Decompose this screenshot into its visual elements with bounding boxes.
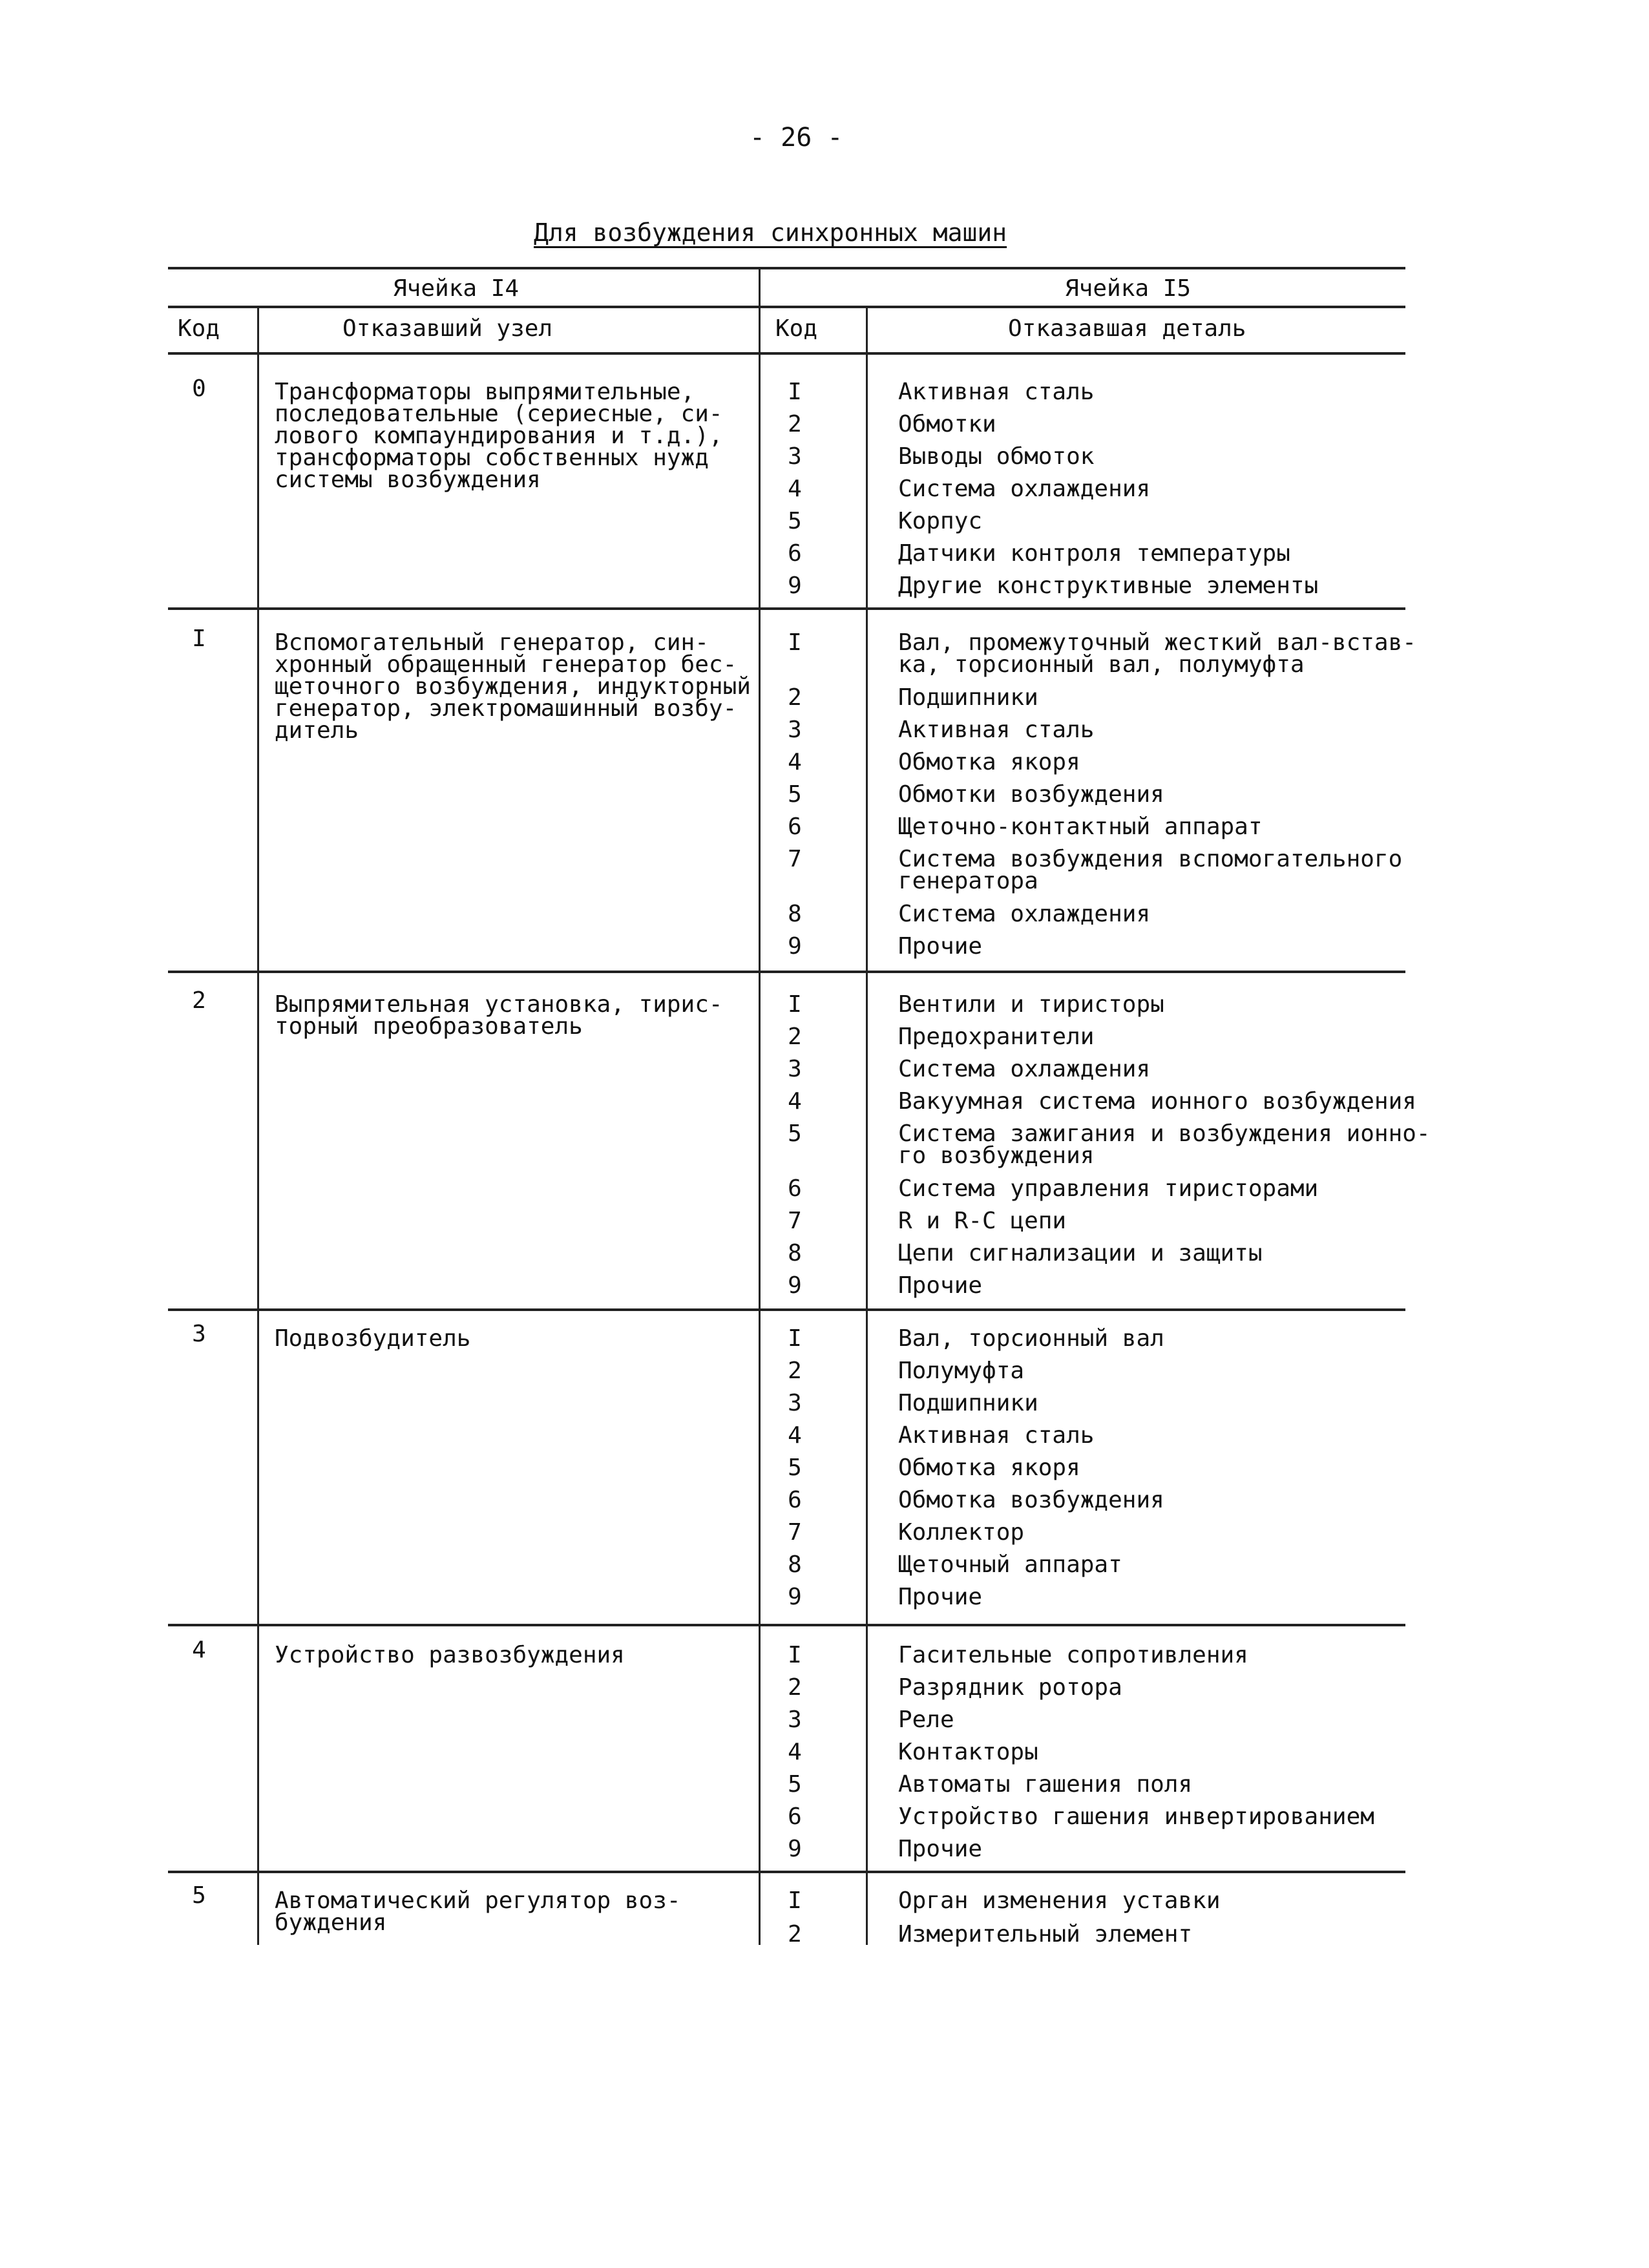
code-right-header: Код xyxy=(775,315,818,342)
part-name: Прочие xyxy=(898,1584,983,1610)
part-name: Подшипники xyxy=(898,684,1038,711)
part-code: 2 xyxy=(788,1674,802,1701)
part-name: Вентили и тиристоры xyxy=(898,991,1164,1018)
part-code: 4 xyxy=(788,476,802,502)
header-mid-rule xyxy=(168,306,1405,308)
part-name: Прочие xyxy=(898,1272,983,1299)
part-name: Система охлаждения xyxy=(898,901,1151,927)
cell-left-header: Ячейка I4 xyxy=(393,275,520,302)
group-separator xyxy=(168,1871,1405,1873)
part-code: 9 xyxy=(788,933,802,960)
group-code: I xyxy=(192,625,206,652)
group-separator xyxy=(168,971,1405,973)
part-name: Система охлаждения xyxy=(898,1056,1151,1082)
part-code: 2 xyxy=(788,411,802,437)
part-code: 4 xyxy=(788,749,802,775)
part-code: 2 xyxy=(788,1358,802,1384)
part-code: 8 xyxy=(788,1240,802,1266)
part-name: Цепи сигнализации и защиты xyxy=(898,1240,1263,1266)
part-code: 8 xyxy=(788,901,802,927)
part-header: Отказавшая деталь xyxy=(1008,315,1246,342)
part-name: Реле xyxy=(898,1706,954,1733)
part-name: Система возбуждения вспомогательного генератора xyxy=(898,846,1403,894)
part-code: 9 xyxy=(788,1584,802,1610)
part-name: Полумуфта xyxy=(898,1358,1025,1384)
group-code: 3 xyxy=(192,1321,206,1347)
part-code: 5 xyxy=(788,781,802,808)
table-caption: Для возбуждения синхронных машин xyxy=(534,218,1007,247)
part-code: 4 xyxy=(788,1739,802,1765)
part-name: Вал, торсионный вал xyxy=(898,1325,1164,1352)
part-code: 4 xyxy=(788,1088,802,1115)
part-code: 6 xyxy=(788,814,802,840)
part-name: Обмотка возбуждения xyxy=(898,1487,1164,1513)
part-name: Другие конструктивные элементы xyxy=(898,572,1319,599)
part-code: 6 xyxy=(788,540,802,567)
part-name: Система управления тиристорами xyxy=(898,1175,1319,1202)
group-code: 4 xyxy=(192,1637,206,1663)
part-name: Вакуумная система ионного возбуждения xyxy=(898,1088,1416,1115)
group-separator xyxy=(168,1624,1405,1626)
part-code: I xyxy=(788,629,802,656)
part-name: Гасительные сопротивления xyxy=(898,1642,1248,1668)
part-name: Обмотка якоря xyxy=(898,1454,1080,1481)
part-code: 8 xyxy=(788,1551,802,1578)
part-name: Система охлаждения xyxy=(898,476,1151,502)
part-name: Разрядник ротора xyxy=(898,1674,1122,1701)
part-name: Коллектор xyxy=(898,1519,1025,1546)
part-name: Активная сталь xyxy=(898,717,1095,743)
part-name: Предохранители xyxy=(898,1024,1095,1050)
part-name: Корпус xyxy=(898,508,983,534)
part-code: 2 xyxy=(788,1024,802,1050)
part-code: 9 xyxy=(788,1272,802,1299)
group-separator xyxy=(168,1308,1405,1311)
part-code: 7 xyxy=(788,1519,802,1546)
header-top-rule xyxy=(168,267,1405,269)
part-name: Прочие xyxy=(898,1836,983,1862)
part-name: Прочие xyxy=(898,933,983,960)
page-number: - 26 - xyxy=(750,123,843,152)
part-name: R и R-C цепи xyxy=(898,1208,1067,1234)
part-code: 5 xyxy=(788,508,802,534)
divider-cells xyxy=(759,267,761,1945)
part-name: Щеточно-контактный аппарат xyxy=(898,814,1263,840)
group-code: 2 xyxy=(192,987,206,1014)
part-code: 3 xyxy=(788,1390,802,1416)
part-code: I xyxy=(788,1642,802,1668)
part-name: Обмотка якоря xyxy=(898,749,1080,775)
part-code: 3 xyxy=(788,443,802,470)
divider-code-unit xyxy=(257,307,259,1945)
part-name: Автоматы гашения поля xyxy=(898,1771,1193,1798)
part-name: Щеточный аппарат xyxy=(898,1551,1122,1578)
part-code: I xyxy=(788,379,802,405)
part-code: 9 xyxy=(788,572,802,599)
part-code: 9 xyxy=(788,1836,802,1862)
part-code: 6 xyxy=(788,1487,802,1513)
divider-code-part xyxy=(866,307,868,1945)
part-name: Обмотки xyxy=(898,411,996,437)
header-bottom-rule xyxy=(168,352,1405,355)
part-name: Подшипники xyxy=(898,1390,1038,1416)
part-code: 3 xyxy=(788,1706,802,1733)
part-code: 5 xyxy=(788,1120,802,1147)
part-code: 5 xyxy=(788,1454,802,1481)
part-code: I xyxy=(788,991,802,1018)
part-name: Обмотки возбуждения xyxy=(898,781,1164,808)
part-name: Активная сталь xyxy=(898,379,1095,405)
part-code: 2 xyxy=(788,684,802,711)
part-code: 2 xyxy=(788,1921,802,1948)
part-name: Измерительный элемент xyxy=(898,1921,1193,1948)
part-name: Устройство гашения инвертированием xyxy=(898,1803,1374,1830)
part-name: Система зажигания и возбуждения ионно- го возбуждения xyxy=(898,1120,1431,1169)
part-code: 7 xyxy=(788,846,802,872)
part-code: 5 xyxy=(788,1771,802,1798)
cell-right-header: Ячейка I5 xyxy=(1065,275,1192,302)
group-unit: Устройство развозбуждения xyxy=(275,1642,625,1668)
group-separator xyxy=(168,607,1405,610)
group-unit: Подвозбудитель xyxy=(275,1325,471,1352)
group-unit: Трансформаторы выпрямительные, последовательные (сериесные, си- лового компаундирования и т.д.), трансформаторы собственных нужд системы возбуждения xyxy=(275,379,723,493)
part-code: I xyxy=(788,1887,802,1914)
group-code: 0 xyxy=(192,375,206,402)
part-name: Контакторы xyxy=(898,1739,1038,1765)
part-name: Вал, промежуточный жесткий вал-встав- ка, торсионный вал, полумуфта xyxy=(898,629,1416,678)
part-code: 3 xyxy=(788,717,802,743)
part-name: Орган изменения уставки xyxy=(898,1887,1221,1914)
part-name: Активная сталь xyxy=(898,1422,1095,1449)
unit-header: Отказавший узел xyxy=(342,315,553,342)
group-unit: Выпрямительная установка, тирис- торный преобразователь xyxy=(275,991,723,1040)
code-left-header: Код xyxy=(178,315,220,342)
part-code: 6 xyxy=(788,1175,802,1202)
part-code: 4 xyxy=(788,1422,802,1449)
part-code: 7 xyxy=(788,1208,802,1234)
part-code: 3 xyxy=(788,1056,802,1082)
group-code: 5 xyxy=(192,1882,206,1909)
part-code: 6 xyxy=(788,1803,802,1830)
part-name: Датчики контроля температуры xyxy=(898,540,1290,567)
group-unit: Автоматический регулятор воз- буждения xyxy=(275,1887,681,1936)
part-code: I xyxy=(788,1325,802,1352)
part-name: Выводы обмоток xyxy=(898,443,1095,470)
group-unit: Вспомогательный генератор, син- хронный обращенный генератор бес- щеточного возбуждения, индукторный генератор, электромашинный возбу- дитель xyxy=(275,629,751,744)
